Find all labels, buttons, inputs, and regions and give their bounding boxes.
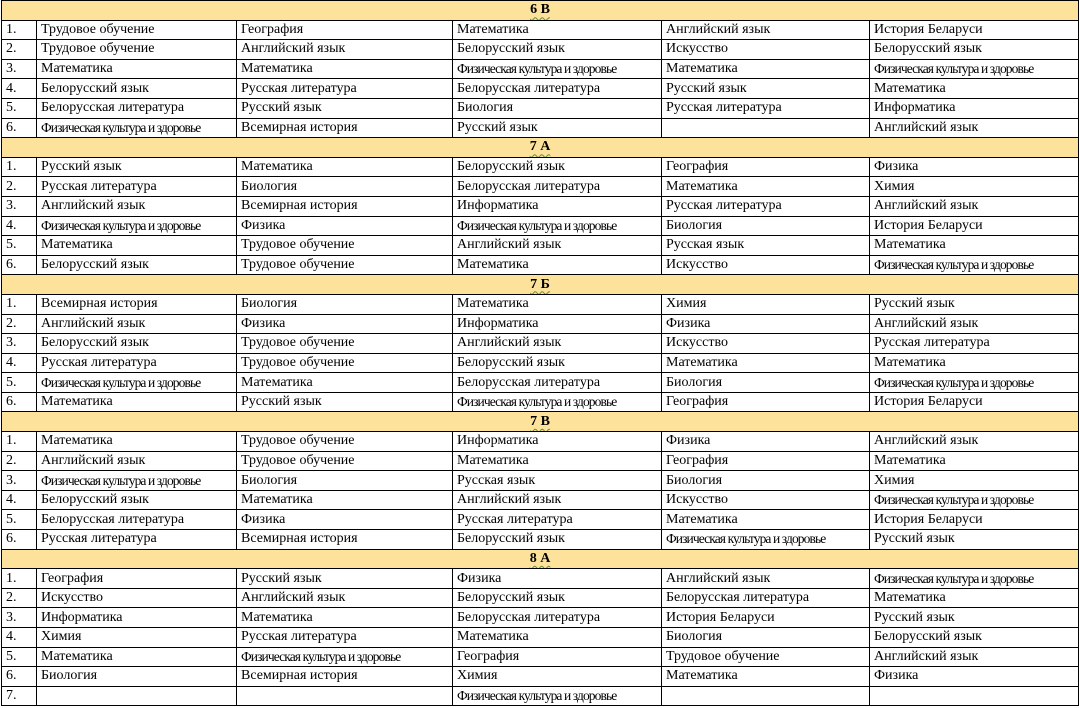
lesson-cell: Информатика — [870, 98, 1079, 118]
lesson-number: 2. — [2, 588, 37, 608]
lesson-cell: Трудовое обучение — [237, 334, 453, 354]
lesson-cell: Физическая культура и здоровье — [453, 216, 662, 236]
lesson-cell: Биология — [37, 667, 237, 687]
lesson-number: 3. — [2, 608, 37, 628]
lesson-number: 3. — [2, 471, 37, 491]
lesson-cell: Искусство — [662, 40, 870, 60]
lesson-row — [2, 196, 1079, 216]
lesson-cell: Математика — [237, 59, 453, 79]
lesson-cell: Русский язык — [870, 294, 1079, 314]
lesson-row — [2, 667, 1079, 687]
lesson-cell: Русский язык — [37, 157, 237, 177]
lesson-number: 4. — [2, 628, 37, 648]
class-name: 7 В — [530, 413, 550, 429]
lesson-cell: Математика — [453, 294, 662, 314]
lesson-cell: Трудовое обучение — [237, 236, 453, 256]
lesson-cell: Математика — [870, 588, 1079, 608]
class-header-row — [2, 138, 1079, 158]
lesson-row — [2, 686, 1079, 706]
lesson-cell: Белорусский язык — [870, 40, 1079, 60]
lesson-number: 1. — [2, 294, 37, 314]
lesson-cell: Химия — [37, 628, 237, 648]
lesson-cell: Английский язык — [237, 40, 453, 60]
lesson-cell: Трудовое обучение — [237, 432, 453, 452]
lesson-cell: Информатика — [37, 608, 237, 628]
lesson-row — [2, 510, 1079, 530]
lesson-cell — [662, 686, 870, 706]
lesson-cell: Английский язык — [37, 451, 237, 471]
lesson-cell: Математика — [662, 59, 870, 79]
lesson-cell: Английский язык — [870, 196, 1079, 216]
lesson-cell: Белорусская литература — [37, 98, 237, 118]
lesson-row — [2, 79, 1079, 99]
lesson-cell: Информатика — [453, 432, 662, 452]
lesson-number: 4. — [2, 353, 37, 373]
lesson-cell: Трудовое обучение — [37, 20, 237, 40]
lesson-cell: Математика — [453, 255, 662, 275]
lesson-cell: Всемирная история — [237, 667, 453, 687]
lesson-cell: Физика — [870, 157, 1079, 177]
lesson-cell: Биология — [453, 98, 662, 118]
lesson-cell: Химия — [870, 177, 1079, 197]
class-header-cell — [2, 549, 1079, 569]
lesson-cell: Английский язык — [453, 490, 662, 510]
lesson-number: 6. — [2, 667, 37, 687]
lesson-row — [2, 59, 1079, 79]
lesson-cell: Белорусский язык — [37, 255, 237, 275]
lesson-number: 1. — [2, 569, 37, 589]
lesson-row — [2, 118, 1079, 138]
lesson-cell: Русская литература — [662, 196, 870, 216]
lesson-row — [2, 294, 1079, 314]
lesson-cell: Математика — [870, 451, 1079, 471]
lesson-cell: Математика — [37, 647, 237, 667]
lesson-number: 2. — [2, 40, 37, 60]
lesson-cell: Математика — [453, 451, 662, 471]
lesson-cell: Всемирная история — [237, 118, 453, 138]
lesson-cell: Физика — [870, 667, 1079, 687]
lesson-row — [2, 216, 1079, 236]
lesson-cell: Математика — [662, 667, 870, 687]
lesson-cell: Математика — [237, 157, 453, 177]
lesson-cell: Физика — [237, 314, 453, 334]
lesson-cell: Информатика — [453, 196, 662, 216]
lesson-number: 2. — [2, 314, 37, 334]
lesson-cell: Русский язык — [662, 79, 870, 99]
lesson-cell: Физическая культура и здоровье — [37, 118, 237, 138]
lesson-cell: Трудовое обучение — [237, 255, 453, 275]
lesson-cell: Физическая культура и здоровье — [237, 647, 453, 667]
lesson-cell: Математика — [870, 236, 1079, 256]
lesson-number: 5. — [2, 647, 37, 667]
lesson-cell: Английский язык — [37, 196, 237, 216]
lesson-number: 7. — [2, 686, 37, 706]
lesson-number: 3. — [2, 59, 37, 79]
lesson-cell: Русская литература — [237, 628, 453, 648]
lesson-cell: Физика — [662, 314, 870, 334]
class-header-cell — [2, 275, 1079, 295]
lesson-cell: Английский язык — [870, 118, 1079, 138]
lesson-cell: Белорусский язык — [37, 490, 237, 510]
lesson-cell: Биология — [237, 294, 453, 314]
lesson-cell: География — [37, 569, 237, 589]
lesson-row — [2, 451, 1079, 471]
lesson-cell: Белорусская литература — [37, 510, 237, 530]
lesson-row — [2, 236, 1079, 256]
lesson-row — [2, 471, 1079, 491]
lesson-cell: Биология — [662, 471, 870, 491]
lesson-cell: Физическая культура и здоровье — [37, 216, 237, 236]
class-header-row — [2, 275, 1079, 295]
lesson-cell: Русский язык — [237, 98, 453, 118]
lesson-cell: Белорусский язык — [453, 530, 662, 550]
lesson-number: 2. — [2, 177, 37, 197]
lesson-cell: История Беларуси — [870, 510, 1079, 530]
lesson-cell: Математика — [37, 392, 237, 412]
lesson-cell: Информатика — [453, 314, 662, 334]
lesson-cell: История Беларуси — [870, 20, 1079, 40]
lesson-number: 3. — [2, 196, 37, 216]
lesson-cell: Трудовое обучение — [37, 40, 237, 60]
lesson-number: 5. — [2, 510, 37, 530]
lesson-row — [2, 40, 1079, 60]
lesson-cell: География — [662, 157, 870, 177]
class-header-cell — [2, 1, 1079, 21]
lesson-number: 1. — [2, 20, 37, 40]
lesson-cell: Русская литература — [37, 353, 237, 373]
lesson-cell: Английский язык — [870, 647, 1079, 667]
lesson-cell: Физическая культура и здоровье — [453, 59, 662, 79]
lesson-cell: Физическая культура и здоровье — [870, 255, 1079, 275]
lesson-cell: Физика — [453, 569, 662, 589]
lesson-row — [2, 353, 1079, 373]
lesson-cell: Английский язык — [870, 314, 1079, 334]
lesson-row — [2, 490, 1079, 510]
lesson-cell: Химия — [453, 667, 662, 687]
lesson-cell: Белорусская литература — [453, 79, 662, 99]
class-header-row — [2, 1, 1079, 21]
lesson-cell: Английский язык — [662, 20, 870, 40]
lesson-cell: Искусство — [662, 490, 870, 510]
lesson-cell: Физическая культура и здоровье — [37, 373, 237, 393]
lesson-cell: История Беларуси — [870, 392, 1079, 412]
lesson-cell: Белорусская литература — [662, 588, 870, 608]
lesson-cell: Физическая культура и здоровье — [870, 569, 1079, 589]
lesson-cell: Трудовое обучение — [237, 451, 453, 471]
lesson-cell: Физика — [237, 216, 453, 236]
lesson-cell: Белорусский язык — [37, 334, 237, 354]
lesson-cell: Математика — [37, 59, 237, 79]
lesson-cell: Русская литература — [37, 530, 237, 550]
lesson-row — [2, 20, 1079, 40]
lesson-cell — [662, 118, 870, 138]
schedule-body — [2, 1, 1079, 706]
lesson-cell: Русская литература — [37, 177, 237, 197]
lesson-cell: Химия — [870, 471, 1079, 491]
lesson-cell: Математика — [453, 628, 662, 648]
lesson-cell — [870, 686, 1079, 706]
lesson-cell: Русский язык — [870, 530, 1079, 550]
lesson-cell: Белорусский язык — [453, 588, 662, 608]
lesson-number: 2. — [2, 451, 37, 471]
lesson-cell: Математика — [662, 177, 870, 197]
lesson-cell: Биология — [662, 216, 870, 236]
lesson-cell: Английский язык — [453, 236, 662, 256]
lesson-number: 1. — [2, 157, 37, 177]
lesson-cell: Физическая культура и здоровье — [870, 373, 1079, 393]
lesson-cell: Белорусский язык — [453, 40, 662, 60]
lesson-cell: Английский язык — [662, 569, 870, 589]
lesson-row — [2, 314, 1079, 334]
lesson-cell: Трудовое обучение — [237, 353, 453, 373]
lesson-cell: Биология — [662, 373, 870, 393]
lesson-cell: Математика — [870, 353, 1079, 373]
lesson-row — [2, 373, 1079, 393]
lesson-cell: Физическая культура и здоровье — [870, 59, 1079, 79]
lesson-cell: Русский язык — [870, 608, 1079, 628]
lesson-cell: Искусство — [37, 588, 237, 608]
lesson-cell: Математика — [870, 79, 1079, 99]
lesson-cell: География — [453, 647, 662, 667]
lesson-cell: Математика — [37, 432, 237, 452]
lesson-cell: Математика — [237, 490, 453, 510]
lesson-cell: Математика — [237, 373, 453, 393]
lesson-cell: Трудовое обучение — [662, 647, 870, 667]
lesson-row — [2, 608, 1079, 628]
class-header-cell — [2, 138, 1079, 158]
class-name: 7 Б — [530, 276, 550, 292]
lesson-cell: Английский язык — [37, 314, 237, 334]
lesson-cell: Всемирная история — [237, 530, 453, 550]
lesson-number: 4. — [2, 79, 37, 99]
lesson-cell: Белорусская литература — [453, 608, 662, 628]
lesson-cell: Русский язык — [453, 118, 662, 138]
lesson-number: 4. — [2, 216, 37, 236]
lesson-cell: Искусство — [662, 255, 870, 275]
lesson-number: 6. — [2, 392, 37, 412]
lesson-cell: Математика — [237, 608, 453, 628]
lesson-cell: Физическая культура и здоровье — [870, 490, 1079, 510]
lesson-cell: История Беларуси — [870, 216, 1079, 236]
lesson-cell: Русская литература — [870, 334, 1079, 354]
lesson-cell: Физическая культура и здоровье — [453, 686, 662, 706]
lesson-row — [2, 588, 1079, 608]
lesson-number: 1. — [2, 432, 37, 452]
lesson-cell: Русская литература — [237, 79, 453, 99]
lesson-cell: Математика — [37, 236, 237, 256]
lesson-cell: Белорусская литература — [453, 373, 662, 393]
lesson-row — [2, 334, 1079, 354]
lesson-cell: Русская литература — [453, 510, 662, 530]
lesson-number: 5. — [2, 236, 37, 256]
lesson-cell: География — [662, 451, 870, 471]
lesson-cell: Белорусский язык — [870, 628, 1079, 648]
lesson-row — [2, 647, 1079, 667]
lesson-cell: Белорусский язык — [37, 79, 237, 99]
lesson-cell: Химия — [662, 294, 870, 314]
lesson-cell: Русская язык — [453, 471, 662, 491]
lesson-cell: Физика — [662, 432, 870, 452]
class-header-row — [2, 549, 1079, 569]
lesson-cell: Математика — [662, 353, 870, 373]
lesson-cell: Биология — [237, 471, 453, 491]
class-header-row — [2, 412, 1079, 432]
lesson-cell — [237, 686, 453, 706]
lesson-cell: Физика — [237, 510, 453, 530]
lesson-cell: Физическая культура и здоровье — [662, 530, 870, 550]
lesson-number: 6. — [2, 118, 37, 138]
class-name: 7 А — [529, 139, 551, 155]
lesson-cell: Русский язык — [237, 569, 453, 589]
lesson-cell: Белорусский язык — [453, 353, 662, 373]
lesson-number: 6. — [2, 530, 37, 550]
lesson-cell: Математика — [453, 20, 662, 40]
lesson-row — [2, 392, 1079, 412]
lesson-cell: Белорусская литература — [453, 177, 662, 197]
lesson-cell: Физическая культура и здоровье — [453, 392, 662, 412]
lesson-cell: Физическая культура и здоровье — [37, 471, 237, 491]
lesson-cell: Математика — [662, 510, 870, 530]
lesson-row — [2, 432, 1079, 452]
class-name: 6 В — [530, 2, 550, 18]
lesson-row — [2, 157, 1079, 177]
lesson-row — [2, 628, 1079, 648]
lesson-cell: Русский язык — [237, 392, 453, 412]
lesson-cell: История Беларуси — [662, 608, 870, 628]
schedule-table — [1, 0, 1079, 706]
lesson-number: 5. — [2, 373, 37, 393]
lesson-number: 5. — [2, 98, 37, 118]
lesson-cell: Всемирная история — [37, 294, 237, 314]
lesson-cell: Биология — [662, 628, 870, 648]
lesson-cell: Белорусский язык — [453, 157, 662, 177]
lesson-cell: Биология — [237, 177, 453, 197]
lesson-row — [2, 569, 1079, 589]
lesson-row — [2, 255, 1079, 275]
class-name: 8 А — [529, 550, 551, 566]
lesson-cell: Английский язык — [870, 432, 1079, 452]
lesson-cell: Русская язык — [662, 236, 870, 256]
lesson-cell: Английский язык — [453, 334, 662, 354]
lesson-number: 4. — [2, 490, 37, 510]
lesson-cell: География — [662, 392, 870, 412]
lesson-cell: Всемирная история — [237, 196, 453, 216]
lesson-number: 6. — [2, 255, 37, 275]
lesson-cell: Русская литература — [662, 98, 870, 118]
lesson-cell: Английский язык — [237, 588, 453, 608]
lesson-cell: Искусство — [662, 334, 870, 354]
lesson-cell: География — [237, 20, 453, 40]
lesson-row — [2, 177, 1079, 197]
class-header-cell — [2, 412, 1079, 432]
lesson-cell — [37, 686, 237, 706]
lesson-row — [2, 98, 1079, 118]
lesson-number: 3. — [2, 334, 37, 354]
lesson-row — [2, 530, 1079, 550]
